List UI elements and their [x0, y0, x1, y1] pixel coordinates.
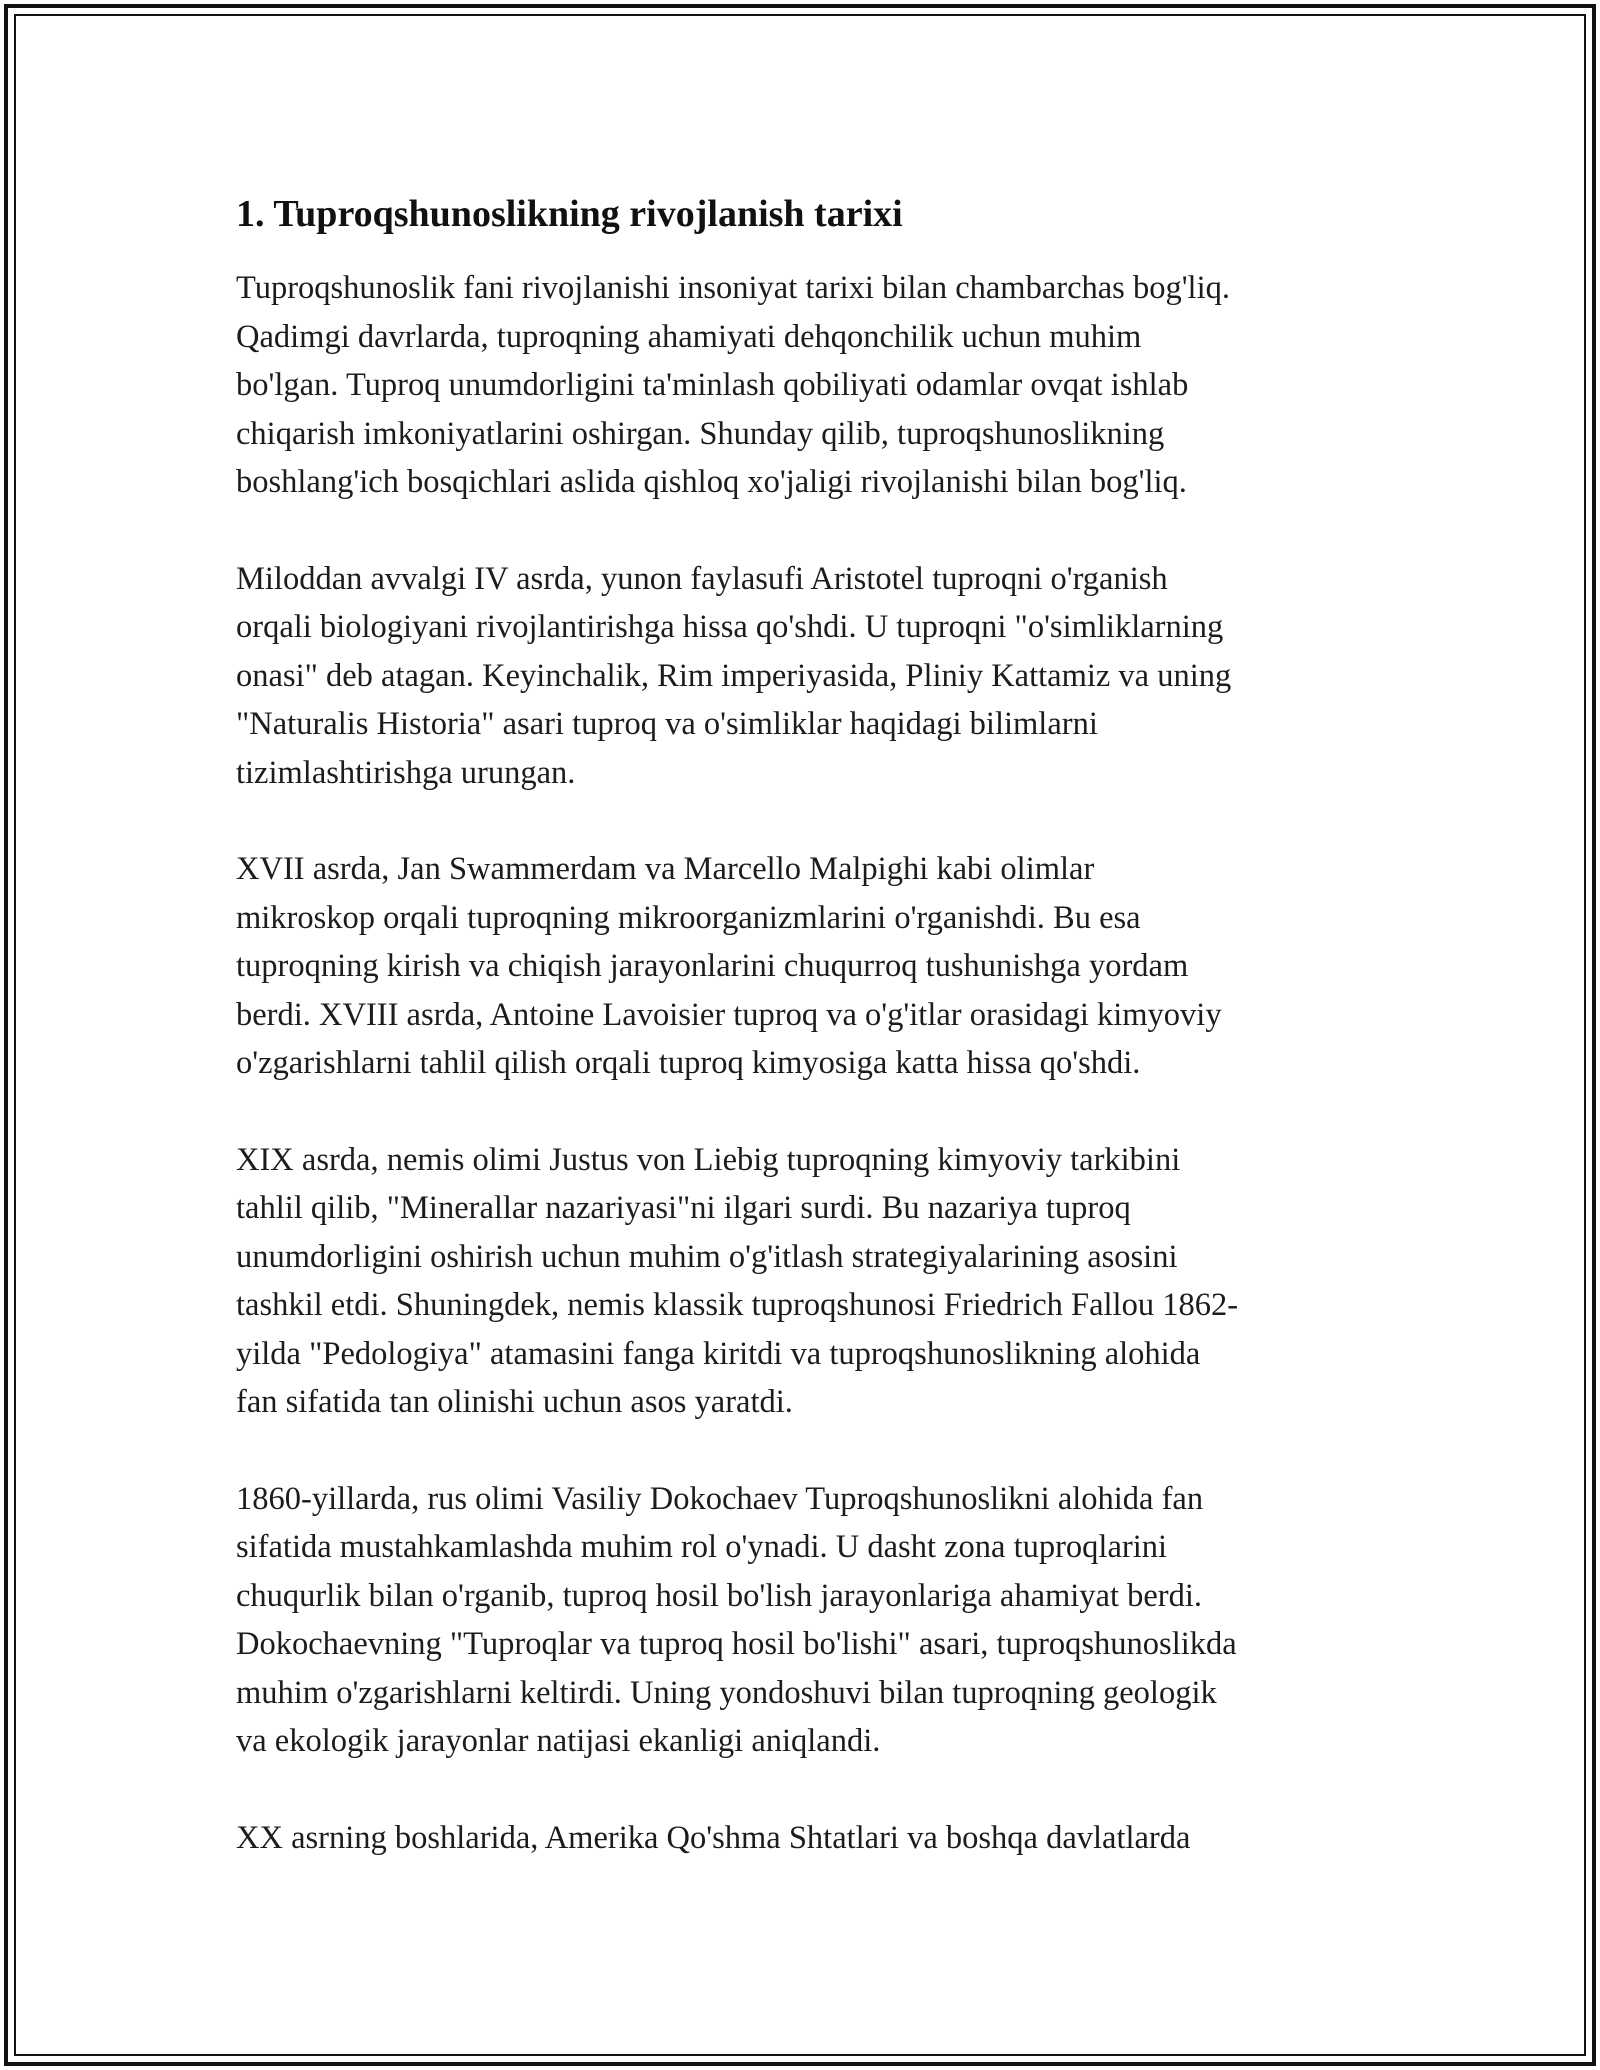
text-line: tashkil etdi. Shuningdek, nemis klassik tuproqshunosi Friedrich Fallou 1862-: [236, 1287, 1239, 1323]
section-heading: 1. Tuproqshunoslikning rivojlanish tarixi: [236, 193, 903, 235]
text-line: tahlil qilib, "Minerallar nazariyasi"ni ilgari surdi. Bu nazariya tuproq: [236, 1190, 1131, 1226]
text-line: onasi" deb atagan. Keyinchalik, Rim imperiyasida, Pliniy Kattamiz va uning: [236, 657, 1232, 694]
text-line: va ekologik jarayonlar natijasi ekanligi aniqlandi.: [236, 1723, 881, 1759]
paragraph-6: [236, 1814, 1386, 1863]
text-line: tuproqning kirish va chiqish jarayonlarini chuqurroq tushunishga yordam: [236, 948, 1189, 984]
text-line: orqali biologiyani rivojlantirishga hissa qo'shdi. U tuproqni "o'simliklarning: [236, 609, 1224, 645]
text-line: unumdorligini oshirish uchun muhim o'g'itlash strategiyalarining asosini: [236, 1238, 1178, 1275]
text-line: XIX asrda, nemis olimi Justus von Liebig tuproqning kimyoviy tarkibini: [236, 1141, 1181, 1178]
document-body: [236, 188, 1386, 1910]
text-line: Qadimgi davrlarda, tuproqning ahamiyati dehqonchilik uchun muhim: [236, 318, 1142, 355]
text-line: Tuproqshunoslik fani rivojlanishi insoniyat tarixi bilan chambarchas bog'liq.: [236, 270, 1230, 306]
text-line: chiqarish imkoniyatlarini oshirgan. Shunday qilib, tuproqshunoslikning: [236, 415, 1165, 452]
text-line: mikroskop orqali tuproqning mikroorganizmlarini o'rganishdi. Bu esa: [236, 899, 1141, 936]
text-line: muhim o'zgarishlarni keltirdi. Uning yondoshuvi bilan tuproqning geologik: [236, 1674, 1217, 1711]
paragraph-4: [236, 1136, 1386, 1427]
text-line: bo'lgan. Tuproq unumdorligini ta'minlash qobiliyati odamlar ovqat ishlab: [236, 367, 1189, 403]
text-line: "Naturalis Historia" asari tuproq va o'simliklar haqidagi bilimlarni: [236, 706, 1098, 742]
text-line: berdi. XVIII asrda, Antoine Lavoisier tuproq va o'g'itlar orasidagi kimyoviy: [236, 996, 1222, 1033]
text-line: fan sifatida tan olinishi uchun asos yaratdi.: [236, 1384, 793, 1420]
text-line: 1860-yillarda, rus olimi Vasiliy Dokochaev Tuproqshunoslikni alohida fan: [236, 1480, 1204, 1517]
text-line: Miloddan avvalgi IV asrda, yunon faylasufi Aristotel tuproqni o'rganish: [236, 560, 1168, 597]
paragraph-3: [236, 845, 1386, 1088]
text-line: boshlang'ich bosqichlari aslida qishloq xo'jaligi rivojlanishi bilan bog'liq.: [236, 464, 1187, 500]
text-line: chuqurlik bilan o'rganib, tuproq hosil bo'lish jarayonlariga ahamiyat berdi.: [236, 1577, 1203, 1614]
text-line: XVII asrda, Jan Swammerdam va Marcello Malpighi kabi olimlar: [236, 851, 1095, 887]
text-line: yilda "Pedologiya" atamasini fanga kiritdi va tuproqshunoslikning alohida: [236, 1335, 1201, 1372]
text-line: tizimlashtirishga urungan.: [236, 754, 576, 791]
text-line: sifatida mustahkamlashda muhim rol o'ynadi. U dasht zona tuproqlarini: [236, 1529, 1168, 1565]
paragraph-2: [236, 555, 1386, 798]
text-line: XX asrning boshlarida, Amerika Qo'shma Shtatlari va boshqa davlatlarda: [236, 1819, 1191, 1856]
text-line: Dokochaevning "Tuproqlar va tuproq hosil bo'lishi" asari, tuproqshunoslikda: [236, 1626, 1237, 1662]
paragraph-5: [236, 1475, 1386, 1766]
text-line: o'zgarishlarni tahlil qilish orqali tuproq kimyosiga katta hissa qo'shdi.: [236, 1045, 1141, 1081]
paragraph-1: [236, 264, 1386, 507]
